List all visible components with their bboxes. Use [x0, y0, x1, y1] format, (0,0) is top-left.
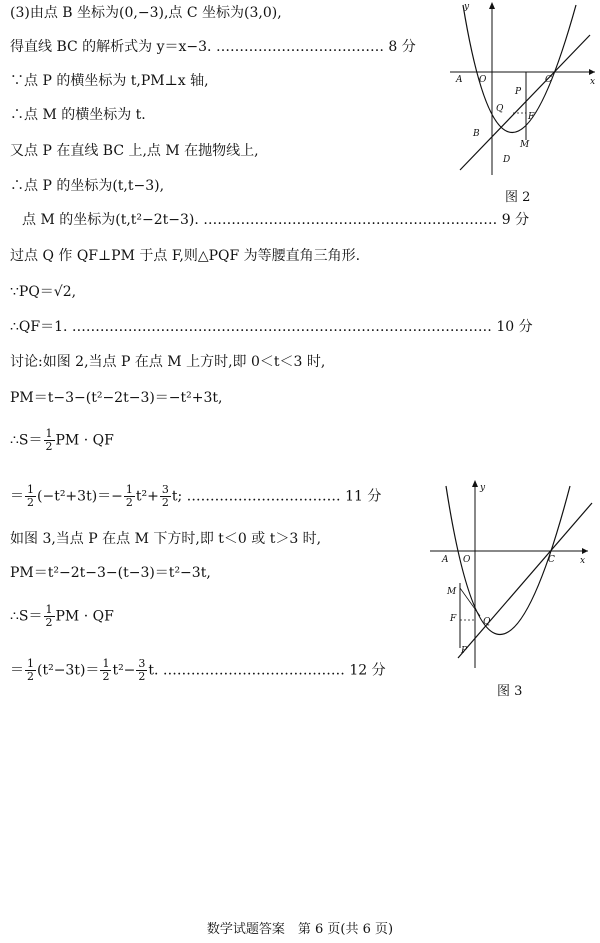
- fig3-label-y: y: [480, 483, 486, 493]
- text-line-15: 如图 3,当点 P 在点 M 下方时,即 t＜0 或 t＞3 时,: [10, 531, 322, 547]
- fig2-label-c: C: [545, 75, 552, 85]
- figure-2-caption: 图 2: [505, 190, 531, 205]
- fig3-label-a: A: [442, 555, 449, 565]
- text-line-4: ∴点 M 的横坐标为 t.: [10, 107, 146, 123]
- fig2-label-x: x: [590, 77, 596, 87]
- text-line-6: ∴点 P 的坐标为(t,t−3),: [10, 178, 165, 194]
- fig3-label-x: x: [580, 556, 586, 566]
- figure-3-caption: 图 3: [497, 684, 523, 699]
- text-line-3: ∵点 P 的横坐标为 t,PM⊥x 轴,: [10, 73, 209, 89]
- formula-s-1-expanded: ＝ $\frac{1}{2}$ (−t²+3t)＝− $\frac{1}{2}$ t²+ $\frac{3}{2}$ t; …………………………… 11 分: [10, 483, 382, 509]
- text-line-9: ∵PQ＝√2,: [10, 284, 77, 300]
- fig3-label-c: C: [548, 555, 555, 565]
- y-axis-arrow: [472, 480, 478, 487]
- formula-s-2: ∴S＝ $\frac{1}{2}$ PM · QF: [10, 603, 114, 629]
- fraction-half: $\frac{1}{2}$: [27, 483, 34, 509]
- page-footer: 数学试题答案 第 6 页(共 6 页): [206, 922, 394, 937]
- fig2-label-m: M: [520, 140, 530, 150]
- fig2-label-b: B: [473, 129, 480, 139]
- fig3-label-f: F: [450, 614, 457, 624]
- text-line-5: 又点 P 在直线 BC 上,点 M 在抛物线上,: [10, 143, 259, 159]
- formula-s-2-expanded: ＝ $\frac{1}{2}$ (t²−3t)＝ $\frac{1}{2}$ t²− $\frac{3}{2}$ t. ………………………………… 12 分: [10, 657, 386, 683]
- formula-s-1-rest: PM · QF: [55, 432, 114, 449]
- fig2-label-f: F: [528, 112, 535, 122]
- fig3-label-m: M: [447, 587, 457, 597]
- fig2-label-o: O: [479, 75, 487, 85]
- fig2-label-a: A: [456, 75, 463, 85]
- text-line-10: ∴QF＝1. ……………………………………………………………………………… 10 分: [10, 319, 533, 335]
- fig2-label-p: P: [515, 87, 522, 97]
- formula-s-1-prefix: ∴S＝: [10, 432, 43, 449]
- fraction-half: $\frac{1}{2}$: [125, 483, 133, 509]
- text-line-1: (3)由点 B 坐标为(0,−3),点 C 坐标为(3,0),: [10, 5, 282, 21]
- text-line-8: 过点 Q 作 QF⊥PM 于点 F,则△PQF 为等腰直角三角形.: [10, 248, 361, 264]
- fraction-half: $\frac{1}{2}$: [27, 657, 34, 683]
- parabola: [463, 5, 576, 133]
- text-line-12: PM＝t−3−(t²−2t−3)＝−t²+3t,: [10, 390, 223, 406]
- fig2-label-q: Q: [496, 104, 504, 114]
- fraction-half: $\frac{1}{2}$: [45, 603, 53, 629]
- fig2-label-d: D: [503, 155, 511, 165]
- text-line-16: PM＝t²−2t−3−(t−3)＝t²−3t,: [10, 565, 211, 581]
- figure-3-diagram: [430, 478, 595, 673]
- line-bc: [458, 503, 592, 658]
- text-line-2: 得直线 BC 的解析式为 y＝x−3. ……………………………… 8 分: [10, 39, 416, 55]
- fig3-label-q: Q: [483, 617, 491, 627]
- fig3-label-p: P: [461, 646, 468, 656]
- fraction-three-half: $\frac{3}{2}$: [138, 657, 146, 683]
- fig2-label-y: y: [464, 2, 470, 12]
- formula-s-1: [10, 428, 114, 453]
- fraction-three-half: $\frac{3}{2}$: [161, 483, 169, 509]
- figure-2-diagram: [450, 0, 600, 180]
- x-axis-arrow: [589, 69, 595, 75]
- fraction-half: $\frac{1}{2}$: [102, 657, 110, 683]
- x-axis-arrow: [582, 548, 588, 554]
- fig3-label-o: O: [463, 555, 471, 565]
- segment-mq: [460, 588, 480, 616]
- fraction-half: $\frac{1}{2}$: [45, 427, 53, 453]
- text-line-7: 点 M 的坐标为(t,t²−2t−3). ……………………………………………………… 9 分: [22, 212, 530, 228]
- y-axis-arrow: [489, 2, 495, 9]
- text-line-11: 讨论:如图 2,当点 P 在点 M 上方时,即 0＜t＜3 时,: [10, 354, 326, 370]
